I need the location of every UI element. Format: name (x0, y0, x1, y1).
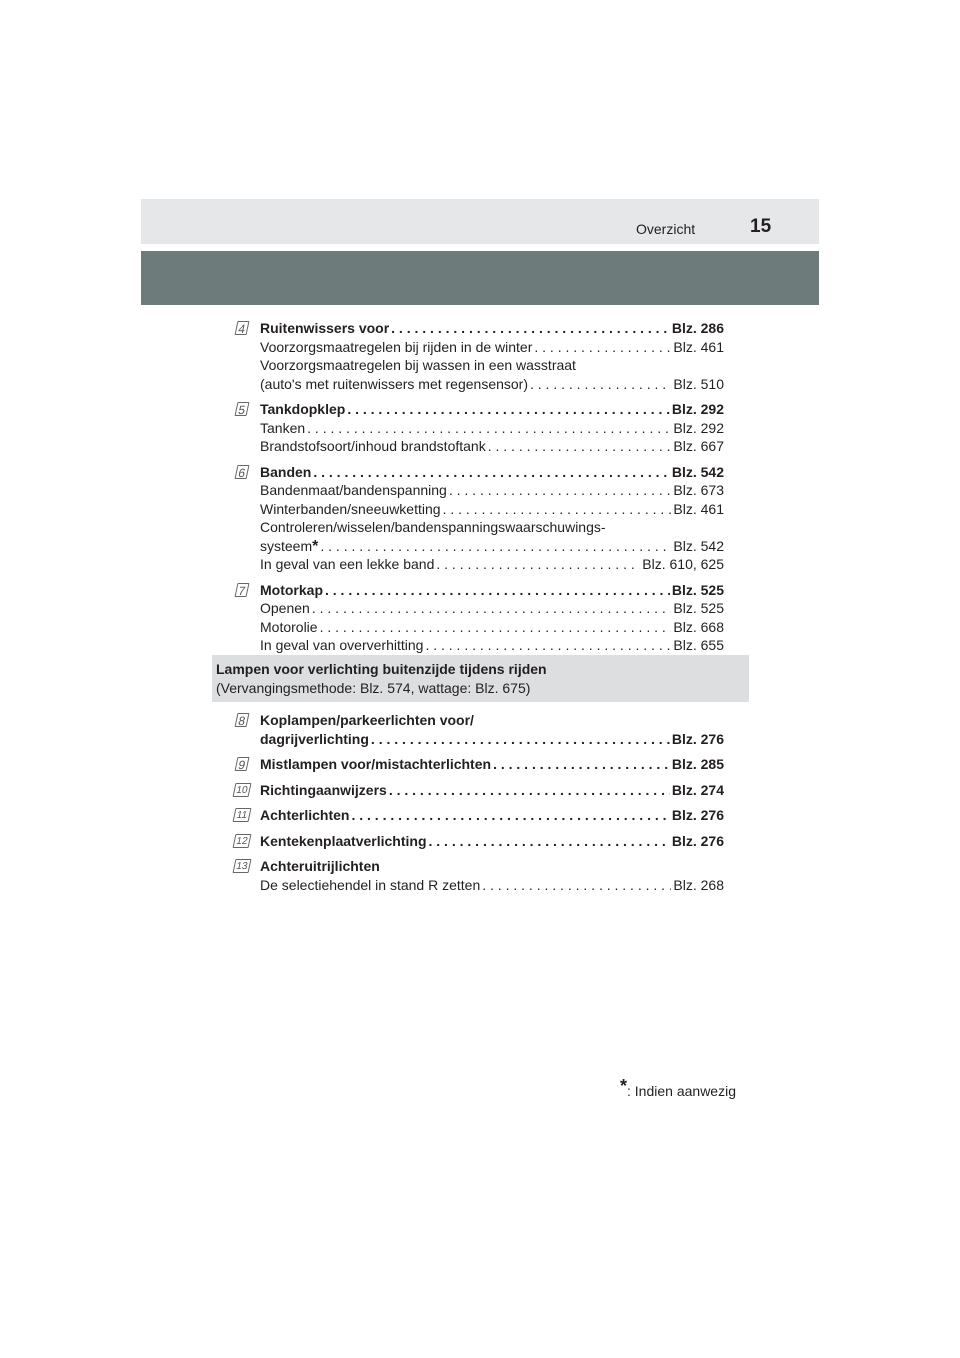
page-reference: Blz. 655 (673, 637, 724, 653)
index-entry (236, 857, 724, 894)
dot-leader (425, 636, 671, 655)
entry-label: Openen (260, 600, 310, 616)
dot-leader (429, 832, 670, 851)
dot-leader (313, 463, 670, 482)
dot-leader (320, 618, 672, 637)
dot-leader (443, 500, 672, 519)
dot-leader (347, 400, 670, 419)
dot-leader (312, 599, 672, 618)
dot-leader (482, 876, 671, 895)
entry-main-line (236, 581, 724, 600)
entry-main-line (236, 400, 724, 419)
page-reference: Blz. 510 (673, 375, 724, 392)
page-reference: Blz. 276 (671, 807, 724, 823)
entry-main-line (236, 730, 724, 749)
entry-sub-line (236, 599, 724, 618)
dot-leader (530, 375, 671, 394)
lamps-section-title: Lampen voor verlichting buitenzijde tijdens rijden (216, 661, 547, 677)
entry-main-line (236, 781, 724, 800)
entry-sub-line (236, 555, 724, 574)
dot-leader (351, 806, 669, 825)
dot-leader (436, 555, 640, 574)
header-bar (141, 199, 819, 244)
lamps-section-box (212, 655, 749, 702)
entry-label: In geval van oververhitting (260, 637, 424, 653)
item-number-badge: 8 (235, 713, 250, 727)
page-reference: Blz. 542 (673, 537, 724, 554)
entry-label: Motorkap (260, 581, 323, 598)
dot-leader (488, 437, 672, 456)
dot-leader (371, 730, 670, 749)
entry-sub-line (236, 636, 724, 655)
entry-sub-line (236, 437, 724, 456)
page-reference: Blz. 292 (673, 419, 724, 436)
entry-sub-line (236, 375, 724, 394)
entry-label: dagrijverlichting (260, 730, 369, 747)
entry-label: Tankdopklep (260, 401, 346, 417)
dot-leader (320, 537, 671, 556)
entry-label: Ruitenwissers voor (260, 320, 390, 336)
entry-sub-line (236, 500, 724, 519)
page-reference: Blz. 667 (673, 438, 724, 454)
page-reference: Blz. 268 (673, 876, 724, 893)
page-number: 15 (750, 216, 772, 237)
entry-heading: Achteruitrijlichten (260, 858, 380, 874)
entry-main-line (236, 755, 724, 774)
item-number-badge: 9 (235, 757, 250, 771)
page-reference: Blz. 285 (671, 756, 724, 772)
footnote-text: : Indien aanwezig (627, 1083, 736, 1099)
index-entry (236, 319, 724, 393)
entry-main-line (236, 463, 724, 482)
entry-main-line (236, 832, 724, 851)
index-list-top (236, 319, 724, 662)
entry-label: In geval van een lekke band (260, 556, 435, 572)
page-reference: Blz. 461 (673, 338, 724, 355)
entry-label: Tanken (260, 419, 306, 436)
page-reference: Blz. 525 (673, 600, 724, 616)
entry-main-line (236, 806, 724, 825)
item-number-badge: 10 (233, 783, 252, 797)
entry-label: Richtingaanwijzers (260, 781, 387, 798)
footnote (620, 1076, 736, 1101)
dot-leader (325, 581, 670, 600)
page-reference: Blz. 542 (671, 463, 724, 480)
index-list-bottom (236, 711, 724, 901)
page-reference: Blz. 461 (673, 500, 724, 517)
entry-label: Winterbanden/sneeuwketting (260, 500, 441, 517)
index-entry (236, 463, 724, 574)
index-entry (236, 781, 724, 800)
page-reference: Blz. 673 (673, 482, 724, 498)
entry-sub-text: Voorzorgsmaatregelen bij wassen in een wasstraat (260, 357, 576, 373)
page-reference: Blz. 286 (671, 320, 724, 336)
entry-label: Motorolie (260, 618, 318, 635)
dot-leader (493, 755, 670, 774)
item-number-badge: 11 (233, 808, 252, 822)
entry-label: systeem (260, 537, 313, 554)
dot-leader (534, 338, 671, 357)
entry-main-line (236, 319, 724, 338)
page-reference: Blz. 274 (671, 781, 724, 798)
page-reference: Blz. 292 (671, 401, 724, 417)
entry-sub-text: Controleren/wisselen/bandenspanningswaarschuwings- (260, 519, 606, 535)
entry-label: Kentekenplaatverlichting (260, 832, 427, 849)
dot-leader (391, 319, 670, 338)
footnote-star: * (620, 1076, 628, 1096)
entry-label: (auto's met ruitenwissers met regensensor) (260, 375, 528, 392)
entry-label: Achterlichten (260, 807, 350, 823)
entry-heading: Koplampen/parkeerlichten voor/ (260, 712, 474, 728)
item-number-badge: 7 (235, 583, 250, 597)
entry-label: Bandenmaat/bandenspanning (260, 482, 447, 498)
index-entry (236, 832, 724, 851)
title-band (141, 251, 819, 305)
item-number-badge: 13 (233, 859, 252, 873)
page-reference: Blz. 276 (671, 730, 724, 747)
page-reference: Blz. 276 (671, 832, 724, 849)
page-reference: Blz. 525 (671, 581, 724, 598)
entry-label: Voorzorgsmaatregelen bij rijden in de winter (260, 338, 533, 355)
section-title: Overzicht (636, 221, 696, 237)
index-entry (236, 711, 724, 748)
dot-leader (389, 781, 670, 800)
index-entry (236, 806, 724, 825)
entry-label: Brandstofsoort/inhoud brandstoftank (260, 438, 486, 454)
entry-label: Banden (260, 463, 312, 480)
entry-sub-line (236, 618, 724, 637)
item-number-badge: 12 (233, 834, 252, 848)
index-entry (236, 581, 724, 655)
entry-sub-line: systeem * . . . Blz. 542 (236, 537, 724, 556)
dot-leader (307, 419, 671, 438)
entry-label: Mistlampen voor/mistachterlichten (260, 756, 492, 772)
entry-sub-line (236, 876, 724, 895)
item-number-badge: 6 (235, 465, 250, 479)
dot-leader (449, 481, 672, 500)
page-reference: Blz. 610, 625 (642, 556, 724, 572)
lamps-section-subtitle: (Vervangingsmethode: Blz. 574, wattage: Blz. 675) (216, 680, 531, 696)
index-entry (236, 755, 724, 774)
entry-label: De selectiehendel in stand R zetten (260, 876, 481, 893)
item-number-badge: 5 (235, 402, 250, 416)
entry-sub-line (236, 338, 724, 357)
entry-sub-line (236, 481, 724, 500)
index-entry (236, 400, 724, 456)
item-number-badge: 4 (235, 321, 250, 335)
page-reference: Blz. 668 (673, 618, 724, 635)
entry-sub-line (236, 419, 724, 438)
